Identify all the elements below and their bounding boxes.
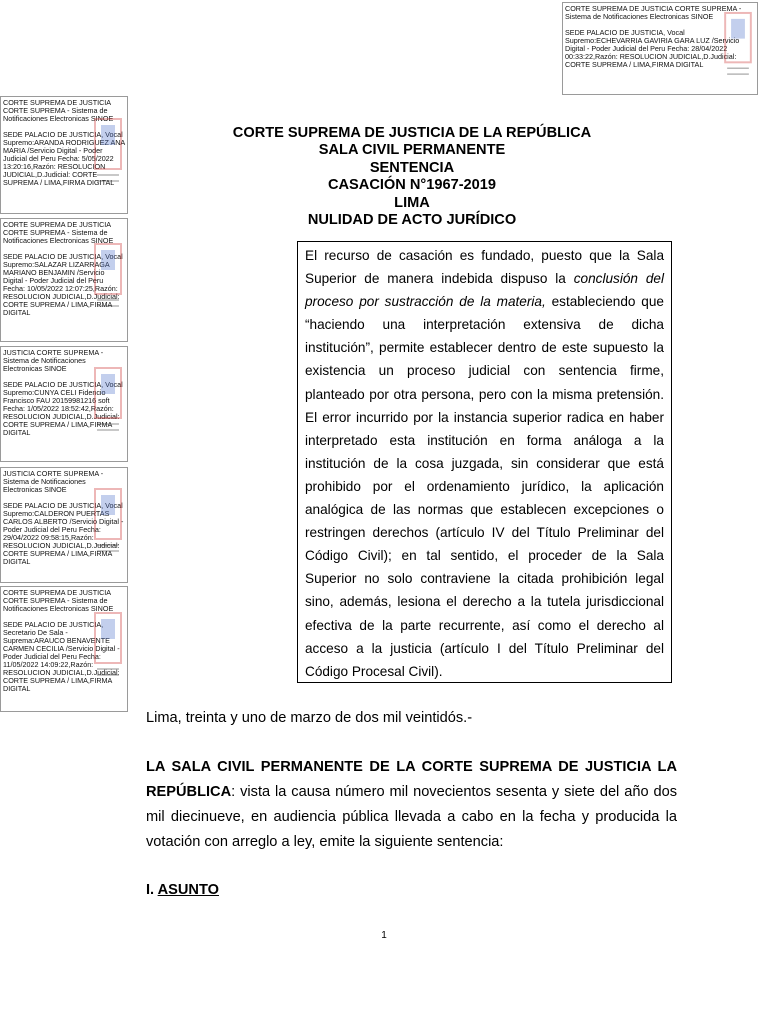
stamp-title: JUSTICIA CORTE SUPREMA - Sistema de Notificaciones Electronicas SINOE [3, 469, 104, 494]
date-line: Lima, treinta y uno de marzo de dos mil veintidós.- [146, 710, 473, 726]
signature-stamp-top [562, 2, 758, 95]
stamp-body: SEDE PALACIO DE JUSTICIA, Vocal Supremo:SALAZAR LIZARRAGA MARIANO BENJAMIN /Servicio Digital - Poder Judicial del Peru Fecha: 10/05/2022 12:07:25,Razón: RESOLUCION JUDICIAL,D.Judicial: CORTE SUPREMA / LIMA,FIRMA DIGITAL [3, 252, 123, 317]
header-chamber: SALA CIVIL PERMANENTE [318, 142, 506, 159]
header-case-number: CASACIÓN N°1967-2019 [327, 177, 497, 194]
poder-judicial-seal-icon [91, 474, 125, 576]
section-heading [146, 882, 219, 898]
signature-stamp-side-4 [0, 467, 128, 583]
stamp-title: CORTE SUPREMA DE JUSTICIA CORTE SUPREMA - Sistema de Notificaciones Electronicas SINOE [565, 4, 742, 21]
signature-stamp-side-3 [0, 346, 128, 462]
document-header [150, 125, 674, 229]
signature-stamp-side-1 [0, 96, 128, 214]
header-city: LIMA [394, 194, 430, 211]
stamp-body: SEDE PALACIO DE JUSTICIA, Secretario De Sala - Suprema:ARAUCO BENAVENTE CARMEN CECILIA /Servicio Digital - Poder Judicial del Peru Fecha: 11/05/2022 14:09:22,Razón: RESOLUCION JUDICIAL,D.Judicial: CORTE SUPREMA / LIMA,FIRMA DIGITAL [3, 620, 120, 693]
header-court: CORTE SUPREMA DE JUSTICIA DE LA REPÚBLICA [232, 125, 592, 141]
header-doc-type: SENTENCIA [369, 159, 455, 176]
poder-judicial-seal-icon [91, 103, 125, 207]
signature-stamp-side-5 [0, 586, 128, 712]
poder-judicial-seal-icon [721, 9, 755, 88]
summary-box [297, 241, 672, 683]
section-title: ASUNTO [157, 882, 219, 898]
page-number: 1 [381, 930, 387, 941]
signature-stamp-side-2 [0, 218, 128, 342]
stamp-body: SEDE PALACIO DE JUSTICIA, Vocal Supremo:CALDERON PUERTAS CARLOS ALBERTO /Servicio Digital - Poder Judicial del Peru Fecha: 29/04/2022 09:58:15,Razón: RESOLUCION JUDICIAL,D.Judicial: CORTE SUPREMA / LIMA,FIRMA DIGITAL [3, 501, 124, 566]
stamp-title: CORTE SUPREMA DE JUSTICIA CORTE SUPREMA - Sistema de Notificaciones Electronicas SINOE [3, 98, 114, 123]
stamp-title: CORTE SUPREMA DE JUSTICIA CORTE SUPREMA - Sistema de Notificaciones Electronicas SINOE [3, 220, 114, 245]
section-number: I. [146, 882, 158, 898]
poder-judicial-seal-icon [91, 593, 125, 705]
stamp-body: SEDE PALACIO DE JUSTICIA, Vocal Supremo:ARANDA RODRIGUEZ ANA MARIA /Servicio Digital - Poder Judicial del Peru Fecha: 5/05/2022 13:20:16,Razón: RESOLUCION JUDICIAL,D.Judicial: CORTE SUPREMA / LIMA,FIRMA DIGITAL [3, 130, 125, 187]
header-subject: NULIDAD DE ACTO JURÍDICO [307, 212, 517, 229]
stamp-title: JUSTICIA CORTE SUPREMA - Sistema de Notificaciones Electronicas SINOE [3, 348, 104, 373]
intro-rest: : vista la causa número mil novecientos sesenta y siete del año dos mil diecinueve, en audiencia pública llevada a cabo en la fecha y producida la votación con arreglo a ley, emite la siguiente sentencia: [146, 784, 677, 850]
intro-paragraph [146, 755, 677, 855]
stamp-title: CORTE SUPREMA DE JUSTICIA CORTE SUPREMA - Sistema de Notificaciones Electronicas SINOE [3, 588, 114, 613]
summary-italic: conclusión del proceso por sustracción de la materia, [305, 271, 664, 310]
stamp-body: SEDE PALACIO DE JUSTICIA, Vocal Supremo:CUNYA CELI Fidencio Francisco FAU 20159981216 soft Fecha: 1/05/2022 18:52:42,Razón: RESOLUCION JUDICIAL,D.Judicial: CORTE SUPREMA / LIMA,FIRMA DIGITAL [3, 380, 123, 437]
summary-text-1: El recurso de casación es fundado, puesto que la Sala Superior de manera indebida dispuso la [305, 248, 664, 287]
intro-bold: LA SALA CIVIL PERMANENTE DE LA CORTE SUPREMA DE JUSTICIA LA REPÚBLICA [146, 759, 677, 800]
poder-judicial-seal-icon [91, 225, 125, 335]
stamp-body: SEDE PALACIO DE JUSTICIA, Vocal Supremo:ECHEVARRIA GAVIRIA GARA LUZ /Servicio Digital - Poder Judicial del Peru Fecha: 28/04/2022 00:33:22,Razón: RESOLUCION JUDICIAL,D.Judicial: CORTE SUPREMA / LIMA,FIRMA DIGITAL [565, 28, 740, 69]
summary-text-2: estableciendo que “haciendo una interpretación extensiva de dicha institución”, permite establecer dentro de este supuesto la existencia un proceso judicial con sentencia firme, planteado por otra persona, pero con la misma pretensión. El error incurrido por la instancia superior radica en haber interpretado esta institución en forma análoga a la institución de la cosa juzgada, sin considerar que está prohibido por el ordenamiento jurídico, la aplicación analógica de las normas que establecen excepciones o restringen derechos (artículo IV del Título Preliminar del Código Civil); en tal sentido, el proceder de la Sala Superior no solo contraviene la citada prohibición legal sino, además, lesiona el derecho a la tutela jurisdiccional efectiva de la parte recurrente, así como el derecho al acceso a la justicia (artículo I del Título Preliminar del Código Procesal Civil). [305, 294, 664, 679]
poder-judicial-seal-icon [91, 353, 125, 455]
